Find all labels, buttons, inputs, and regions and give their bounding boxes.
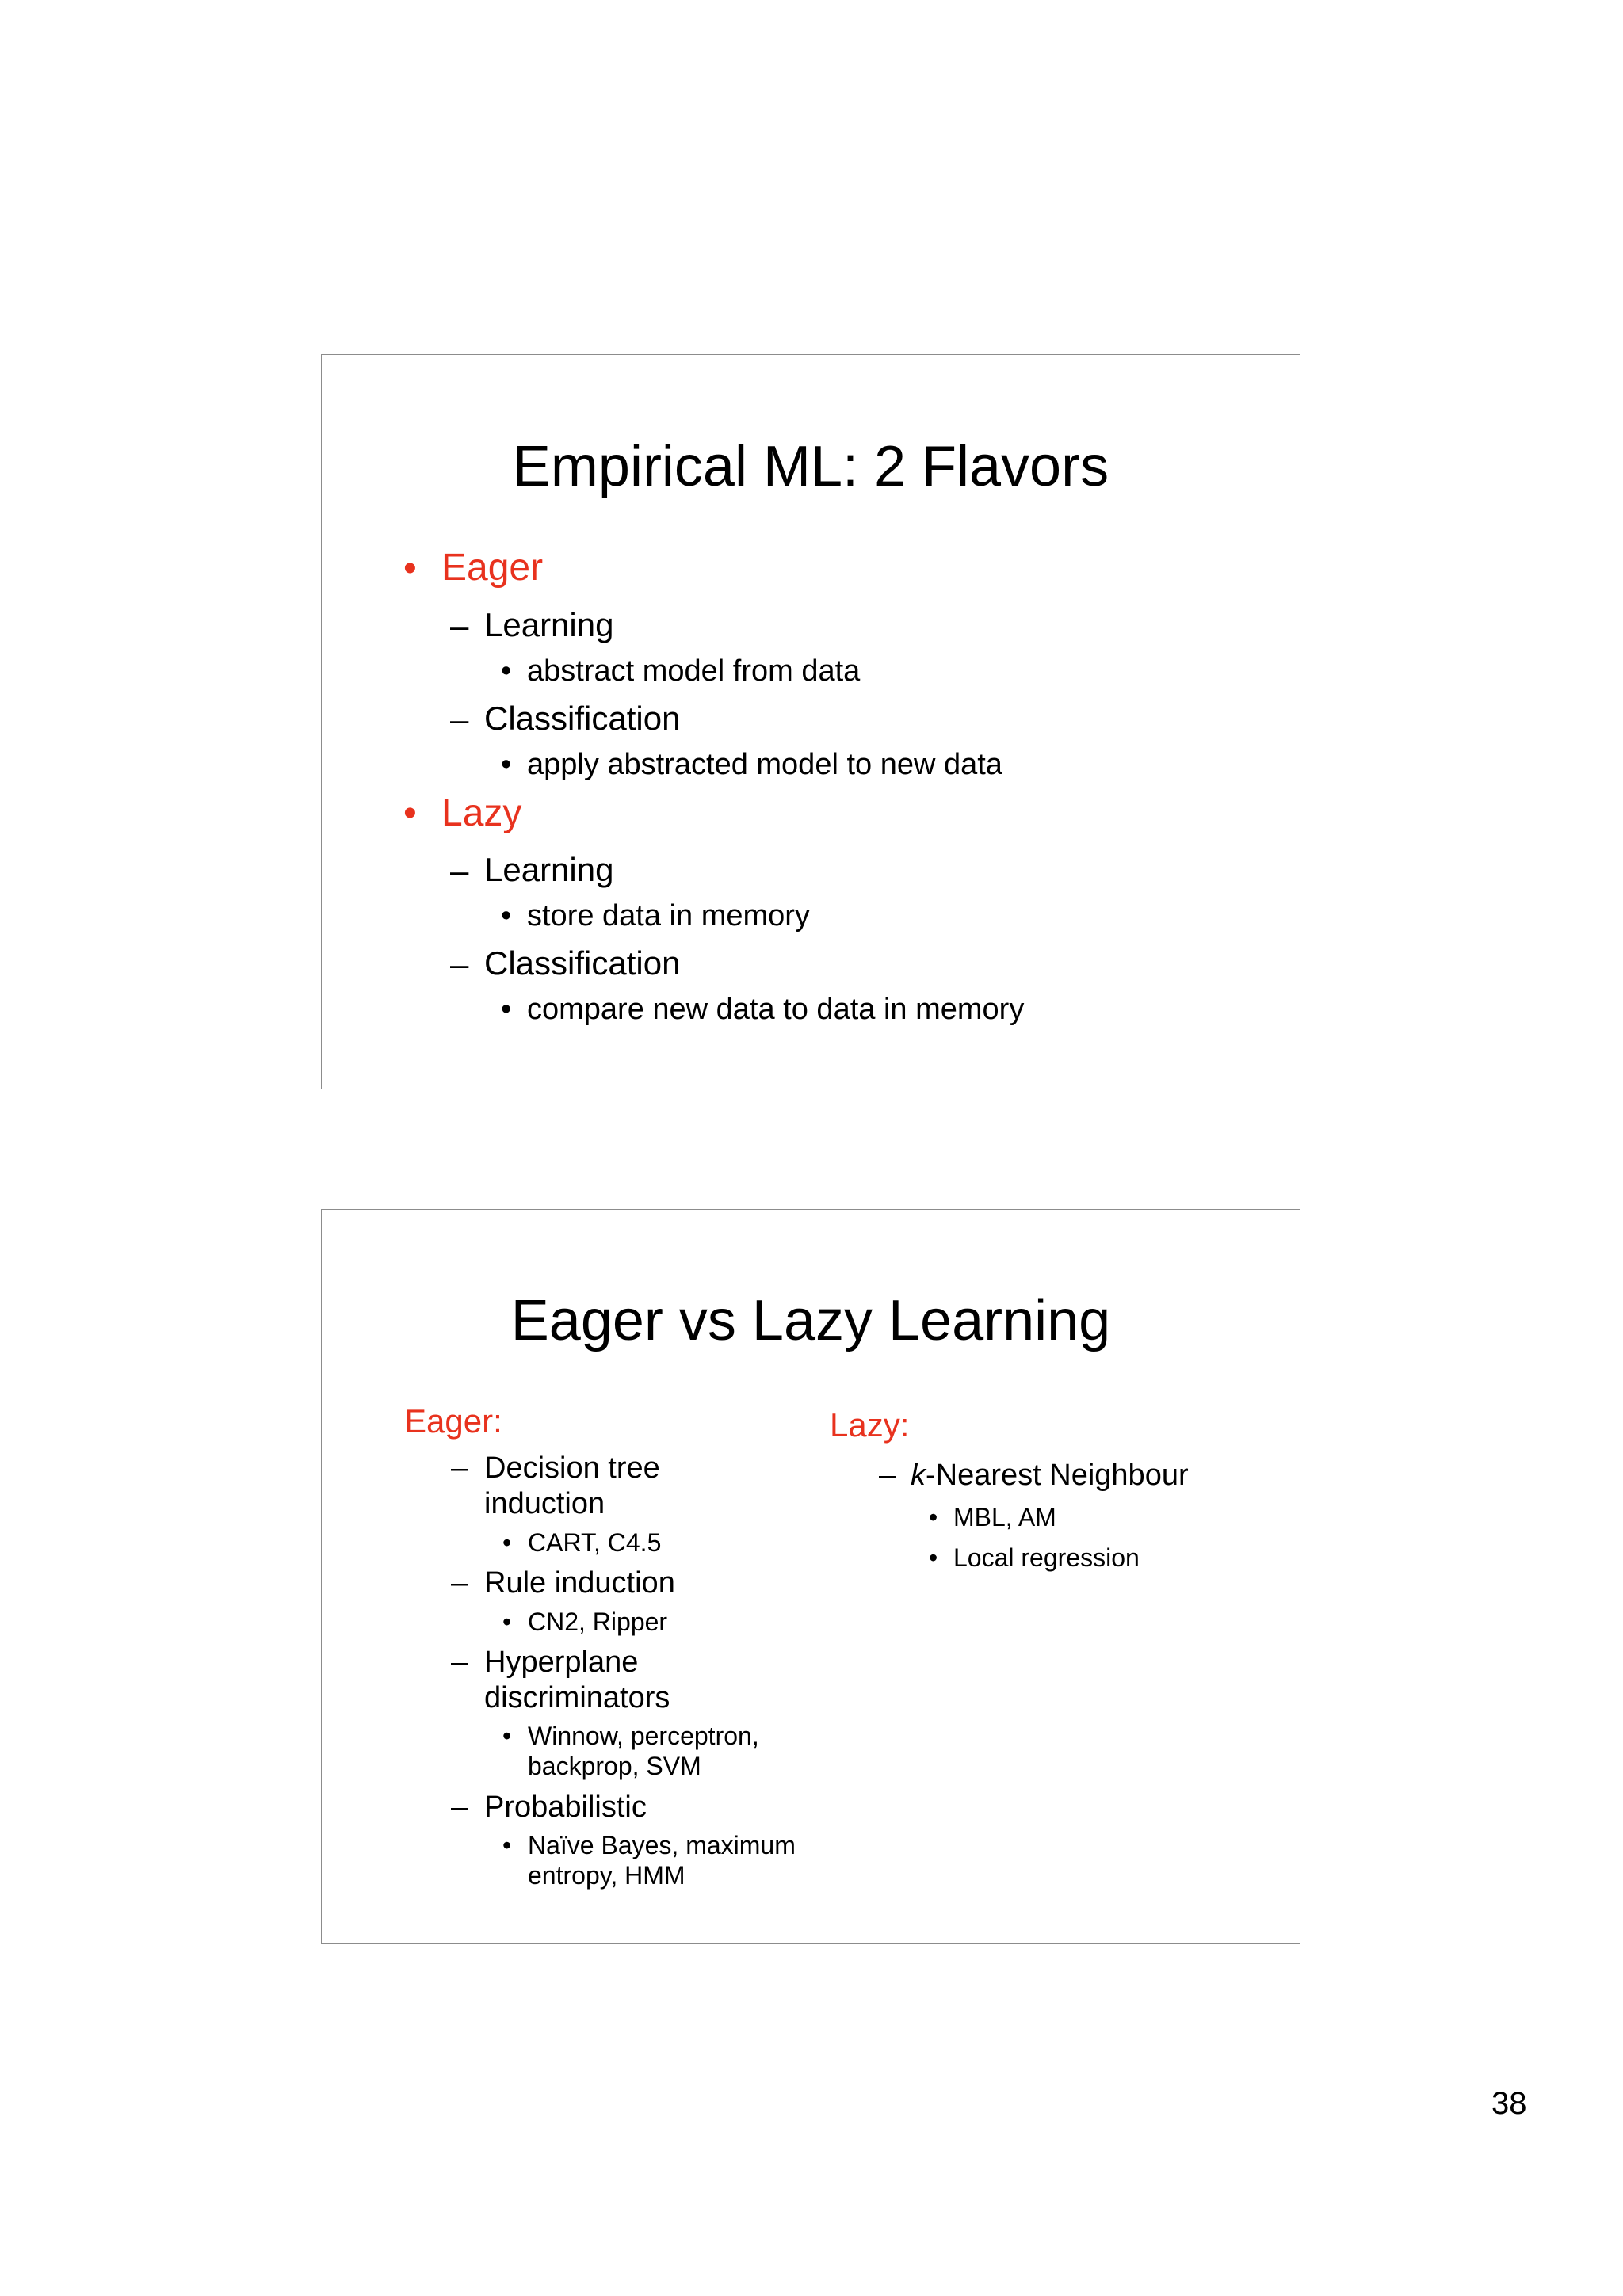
lazy-label: Lazy [441,792,522,834]
lazy-heading: Lazy: [830,1406,910,1444]
page-number: 38 [1491,2086,1527,2121]
dash-bullet: – [450,607,469,644]
decision-tree-line2: induction [484,1487,605,1520]
hyperplane-line1: Hyperplane [484,1646,639,1679]
slide-title: Eager vs Lazy Learning [510,1289,1111,1352]
decision-tree-sub: CART, C4.5 [528,1528,662,1557]
knn-sub-2: Local regression [953,1543,1140,1572]
bullet-dot: • [501,654,512,688]
rule-induction-sub: CN2, Ripper [528,1608,668,1636]
slide-eager-vs-lazy [321,1209,1300,1944]
lazy-learning-sub: store data in memory [527,899,810,933]
eager-heading: Eager: [404,1402,502,1440]
bullet-dot: • [502,1831,512,1859]
eager-classification: Classification [484,700,681,737]
bullet-dot: • [501,993,512,1026]
dash-bullet: – [451,1566,468,1600]
slide-title: Empirical ML: 2 Flavors [512,435,1109,498]
bullet-dot: • [403,547,417,589]
eager-label: Eager [441,547,544,589]
lazy-classification: Classification [484,944,681,982]
hyperplane-sub-line2: backprop, SVM [528,1752,701,1780]
dash-bullet: – [879,1459,896,1492]
dash-bullet: – [450,945,469,982]
knn-sub-1: MBL, AM [953,1503,1056,1531]
knn-rest: -Nearest Neighbour [926,1459,1189,1492]
eager-classification-sub: apply abstracted model to new data [527,748,1002,781]
hyperplane-line2: discriminators [484,1681,670,1714]
bullet-dot: • [403,792,417,834]
bullet-dot: • [502,1722,512,1750]
probabilistic: Probabilistic [484,1791,647,1824]
knn-label [911,1460,1189,1490]
decision-tree-line1: Decision tree [484,1451,660,1485]
bullet-dot: • [502,1528,512,1557]
dash-bullet: – [450,700,469,738]
slide-empirical-ml [321,354,1300,1089]
eager-learning: Learning [484,606,614,643]
bullet-dot: • [502,1608,512,1636]
dash-bullet: – [451,1646,468,1679]
lazy-learning: Learning [484,851,614,888]
dash-bullet: – [451,1791,468,1824]
bullet-dot: • [501,899,512,933]
dash-bullet: – [450,852,469,889]
rule-induction: Rule induction [484,1566,675,1600]
hyperplane-sub-line1: Winnow, perceptron, [528,1722,759,1750]
dash-bullet: – [451,1451,468,1485]
bullet-dot: • [929,1543,938,1572]
lazy-classification-sub: compare new data to data in memory [527,993,1025,1026]
probabilistic-sub-line2: entropy, HMM [528,1861,685,1890]
probabilistic-sub-line1: Naïve Bayes, maximum [528,1831,796,1859]
bullet-dot: • [501,748,512,781]
bullet-dot: • [929,1503,938,1531]
knn-k: k [911,1459,926,1492]
eager-learning-sub: abstract model from data [527,654,861,688]
